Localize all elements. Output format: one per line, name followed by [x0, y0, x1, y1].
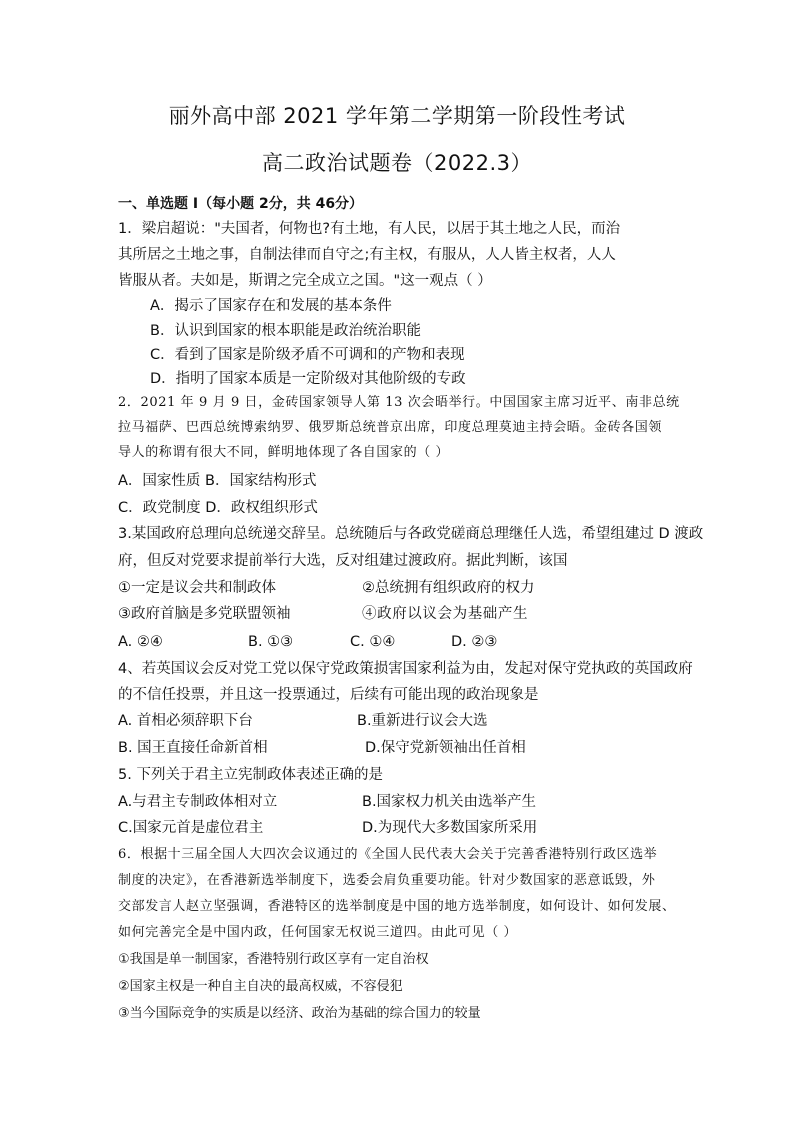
question-2-line: 2．2021 年 9 月 9 日，金砖国家领导人第 13 次会晤举行。中国国家主席习近平、南非总统 — [118, 395, 680, 410]
question-2-option-ab: A．国家性质 B．国家结构形式 — [118, 473, 317, 489]
question-1-line: 其所居之土地之事，自制法律而自守之;有主权，有服从，人人皆主权者，人人 — [118, 247, 616, 263]
question-5-option-d: D.为现代大多数国家所采用 — [362, 820, 538, 836]
question-5-option-c: C.国家元首是虚位君主 — [118, 820, 264, 836]
question-6-line: 如何完善完全是中国内政，任何国家无权说三道四。由此可见（ ） — [118, 925, 518, 940]
question-4-option-a: A. 首相必须辞职下台 — [118, 713, 253, 729]
question-1-line: 皆服从者。夫如是，斯谓之完全成立之国。"这一观点（ ） — [118, 273, 492, 289]
question-3-item-3: ③政府首脑是多党联盟领袖 — [118, 606, 291, 622]
question-3-item-1: ①一定是议会共和制政体 — [118, 580, 276, 596]
question-5-line: 5. 下列关于君主立宪制政体表述正确的是 — [118, 767, 383, 783]
question-1-option-a: A．揭示了国家存在和发展的基本条件 — [150, 298, 392, 314]
question-2-line: 拉马福萨、巴西总统博索纳罗、俄罗斯总统普京出席，印度总理莫迪主持会晤。金砖各国领 — [118, 420, 663, 435]
question-1-option-d: D．指明了国家本质是一定阶级对其他阶级的专政 — [150, 371, 466, 387]
question-4-option-c: B. 国王直接任命新首相 — [118, 740, 268, 756]
exam-title: 丽外高中部 2021 学年第二学期第一阶段性考试 — [168, 104, 626, 128]
question-3-answer-a: A. ②④ — [118, 634, 163, 650]
question-3-line: 3.某国政府总理向总统递交辞呈。总统随后与各政党磋商总理继任人选，希望组建过 D 渡政 — [118, 526, 704, 542]
exam-subtitle: 高二政治试题卷（2022.3） — [262, 151, 532, 175]
question-3-answer-d: D. ②③ — [451, 634, 498, 650]
section-heading: 一、单选题 I（每小题 2分，共 46分） — [118, 196, 364, 212]
question-6-line: 6．根据十三届全国人大四次会议通过的《全国人民代表大会关于完善香港特别行政区选举 — [118, 847, 658, 862]
question-5-option-b: B.国家权力机关由选举产生 — [362, 794, 537, 810]
question-3-line: 府，但反对党要求提前举行大选，反对组建过渡政府。据此判断，该国 — [118, 553, 568, 569]
question-3-answer-b: B. ①③ — [248, 634, 294, 650]
question-6-line: 制度的决定》，在香港新选举制度下，选委会肩负重要功能。针对少数国家的恶意诋毁，外 — [118, 873, 656, 888]
question-4-line: 的不信任投票，并且这一投票通过，后续有可能出现的政治现象是 — [118, 687, 539, 703]
question-1-line: 1．梁启超说："夫国者，何物也?有土地，有人民，以居于其土地之人民，而治 — [118, 221, 621, 237]
question-5-option-a: A.与君主专制政体相对立 — [118, 794, 278, 810]
question-2-option-cd: C．政党制度 D．政权组织形式 — [118, 500, 318, 516]
question-4-line: 4、若英国议会反对党工党以保守党政策损害国家利益为由，发起对保守党执政的英国政府 — [118, 661, 693, 677]
question-6-item-1: ①我国是单一制国家，香港特别行政区享有一定自治权 — [118, 952, 429, 967]
question-3-answer-c: C. ①④ — [350, 634, 396, 650]
question-6-item-2: ②国家主权是一种自主自决的最高权威，不容侵犯 — [118, 979, 403, 994]
question-1-option-b: B．认识到国家的根本职能是政治统治职能 — [150, 323, 421, 339]
question-2-line: 导人的称谓有很大不同，鲜明地体现了各自国家的（ ） — [118, 445, 450, 460]
question-6-line: 交部发言人赵立坚强调，香港特区的选举制度是中国的地方选举制度，如何设计、如何发展、 — [118, 899, 676, 914]
question-3-item-4: ④政府以议会为基础产生 — [362, 606, 529, 622]
question-3-item-2: ②总统拥有组织政府的权力 — [362, 580, 535, 596]
question-6-item-3: ③当今国际竞争的实质是以经济、政治为基础的综合国力的较量 — [118, 1006, 481, 1021]
question-4-option-d: D.保守党新领袖出任首相 — [365, 740, 526, 756]
question-1-option-c: C．看到了国家是阶级矛盾不可调和的产物和表现 — [150, 347, 465, 363]
question-4-option-b: B.重新进行议会大选 — [357, 713, 488, 729]
